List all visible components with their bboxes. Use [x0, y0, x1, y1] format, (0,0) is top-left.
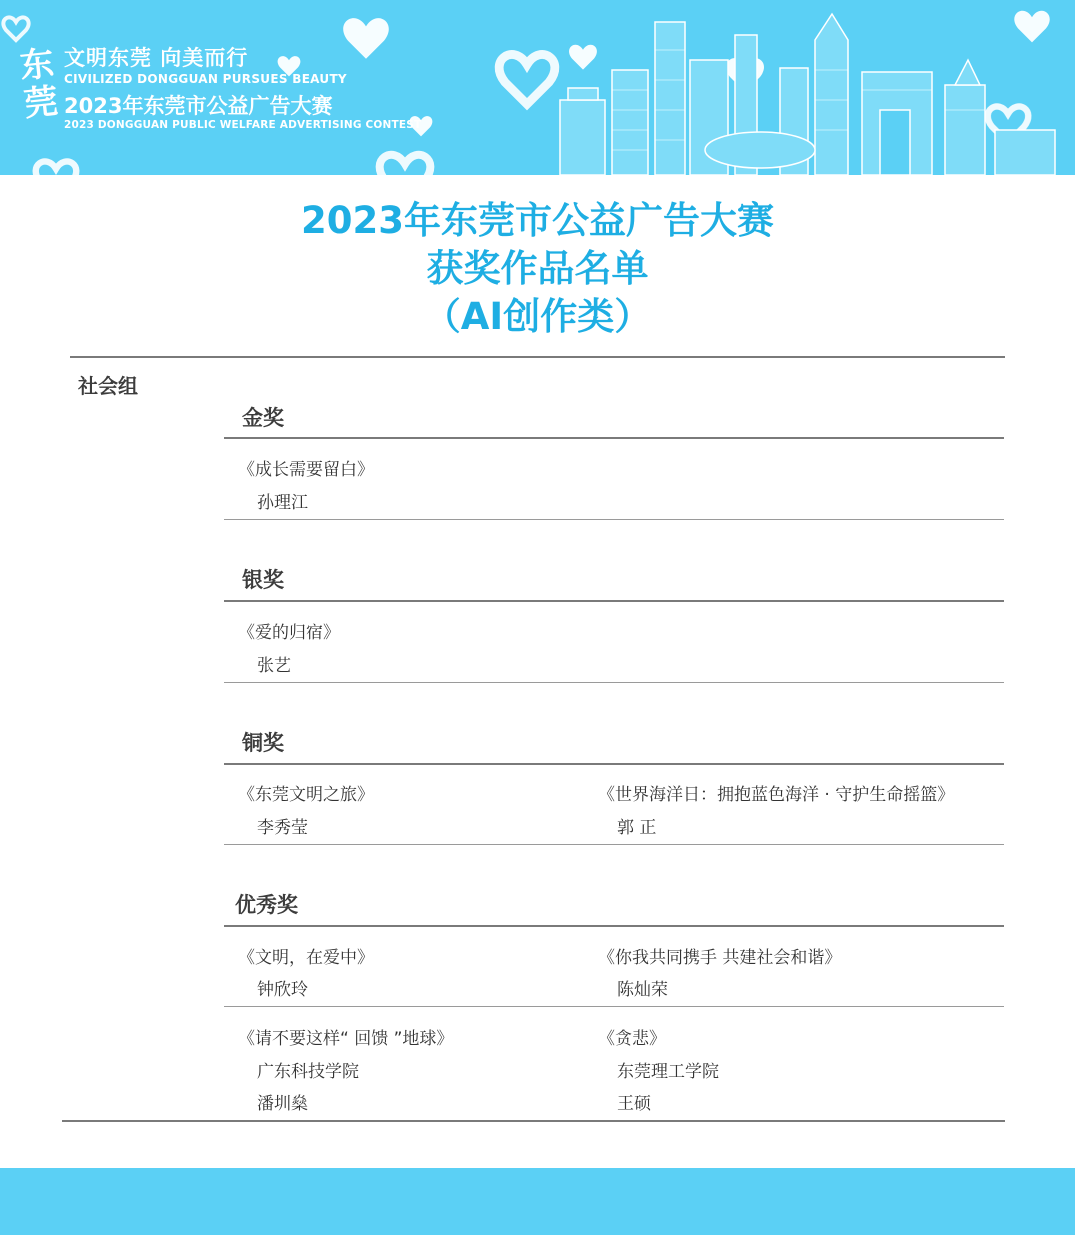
heart-icon: [3, 17, 28, 40]
heart-icon: [569, 45, 597, 70]
title-line-2: 获奖作品名单: [426, 247, 649, 290]
header-banner: [0, 0, 1075, 175]
slogan-english: CIVILIZED DONGGUAN PURSUES BEAUTY: [64, 72, 347, 86]
entry-title: 《文明，在爱中》: [238, 948, 374, 968]
entry-divider: [224, 519, 1004, 520]
award-excellent-heading: 优秀奖: [235, 893, 298, 917]
top-divider: [70, 356, 1005, 358]
heart-icon: [499, 54, 555, 104]
entry-title: 《你我共同携手 共建社会和谐》: [598, 948, 842, 968]
entry-title: 《爱的归宿》: [238, 623, 340, 643]
entry-author: 张艺: [257, 656, 291, 676]
entry-title: 《成长需要留白》: [238, 460, 374, 480]
award-excellent-divider: [224, 925, 1004, 927]
award-bronze-heading: 铜奖: [242, 731, 284, 755]
title-line-1: 2023年东莞市公益广告大赛: [301, 199, 774, 242]
heart-icon: [36, 161, 77, 175]
contest-name-chinese: 2023年东莞市公益广告大赛: [64, 94, 333, 118]
entry-divider: [224, 844, 1004, 845]
banner-decoration: [0, 0, 1075, 175]
award-gold-heading: 金奖: [242, 406, 284, 430]
city-skyline-illustration: [560, 14, 1055, 175]
heart-icon: [1014, 11, 1049, 43]
entry-title: 《东莞文明之旅》: [238, 785, 374, 805]
entry-author: 孙理江: [257, 493, 308, 513]
entry-author: 潘圳燊: [257, 1094, 308, 1114]
entry-author: 东莞理工学院: [617, 1062, 719, 1082]
entry-title: 《请不要这样“ 回馈 ”地球》: [238, 1029, 454, 1049]
entry-author: 陈灿荣: [617, 980, 668, 1000]
page-title: [0, 197, 1075, 341]
entry-title: 《贪悲》: [598, 1029, 666, 1049]
slogan-chinese: 文明东莞 向美而行: [64, 46, 249, 70]
title-line-3: （AI创作类）: [423, 295, 652, 338]
dongguan-logo: 东莞: [18, 43, 60, 125]
award-bronze-divider: [224, 763, 1004, 765]
entry-author: 钟欣玲: [257, 980, 308, 1000]
entry-author: 广东科技学院: [257, 1062, 359, 1082]
award-gold-divider: [224, 437, 1004, 439]
entry-author: 郭 正: [617, 818, 657, 838]
heart-icon: [343, 18, 389, 59]
award-silver-divider: [224, 600, 1004, 602]
contest-name-english: 2023 DONGGUAN PUBLIC WELFARE ADVERTISING CONTEST: [64, 119, 422, 131]
entry-divider: [224, 682, 1004, 683]
group-label: 社会组: [78, 374, 138, 398]
bottom-divider: [62, 1120, 1005, 1122]
award-silver-heading: 银奖: [242, 568, 284, 592]
heart-icon: [380, 155, 431, 175]
entry-divider: [224, 1006, 1004, 1007]
entry-title: 《世界海洋日：拥抱蓝色海洋 · 守护生命摇篮》: [598, 785, 955, 805]
entry-author: 王硕: [617, 1094, 651, 1114]
entry-author: 李秀莹: [257, 818, 308, 838]
footer-bar: [0, 1168, 1075, 1235]
